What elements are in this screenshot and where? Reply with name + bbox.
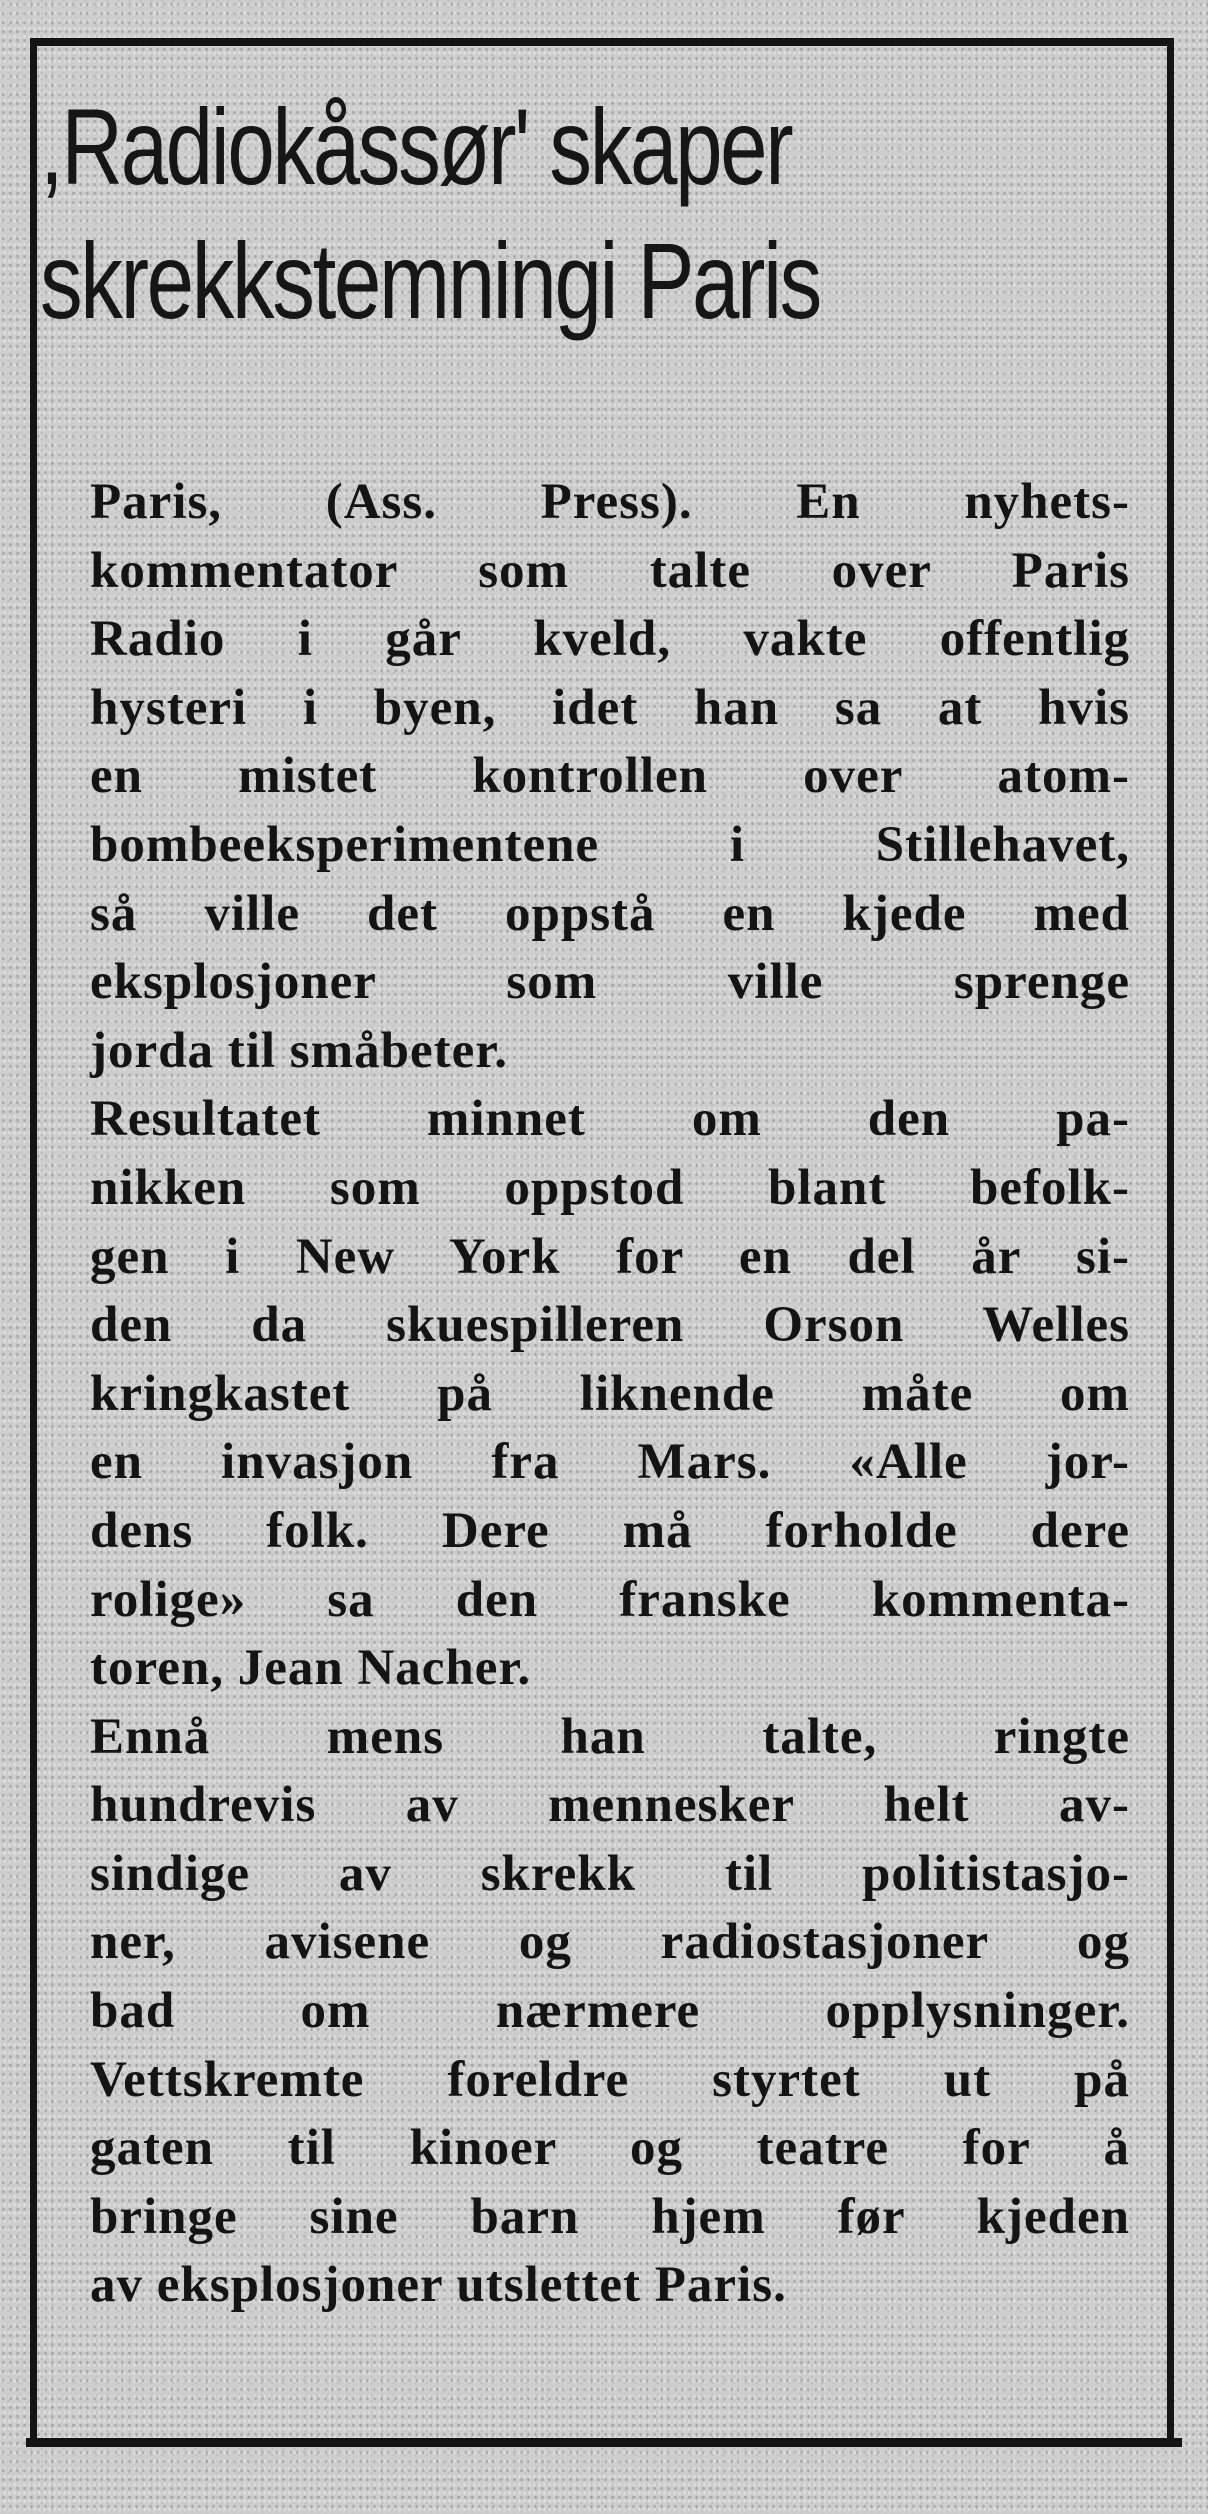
text-line: nikken som oppstod blant befolk-	[90, 1159, 1130, 1216]
text-line: sindige av skrekk til politistasjo-	[90, 1845, 1130, 1902]
headline-line-2: skrekkstemningi Paris	[40, 220, 820, 341]
text-line: jorda til småbeter.	[90, 1022, 508, 1079]
text-line: gen i New York for en del år si-	[90, 1228, 1130, 1285]
text-line: den da skuespilleren Orson Welles	[90, 1297, 1130, 1354]
text-line: bringe sine barn hjem før kjeden	[90, 2188, 1130, 2245]
article-body	[90, 468, 1130, 2320]
text-line: kringkastet på liknende måte om	[90, 1365, 1130, 1422]
bottom-rule	[26, 2438, 1182, 2447]
text-line: av eksplosjoner utslettet Paris.	[90, 2257, 787, 2314]
text-line: dens folk. Dere må forholde dere	[90, 1502, 1130, 1559]
text-line: Resultatet minnet om den pa-	[90, 1091, 1130, 1148]
text-line: rolige» sa den franske kommenta-	[90, 1571, 1130, 1628]
text-line: Paris, (Ass. Press). En nyhets-	[90, 474, 1130, 530]
paragraph-1	[90, 468, 1130, 1085]
text-line: Vettskremte foreldre styrtet ut på	[90, 2051, 1130, 2108]
text-line: Radio i går kveld, vakte offentlig	[90, 611, 1130, 668]
text-line: en invasjon fra Mars. «Alle jor-	[90, 1434, 1130, 1491]
text-line: bad om nærmere opplysninger.	[90, 1983, 1130, 2040]
text-line: kommentator som talte over Paris	[90, 542, 1130, 599]
text-line: ner, avisene og radiostasjoner og	[90, 1914, 1130, 1971]
text-line: en mistet kontrollen over atom-	[90, 748, 1130, 805]
paragraph-2	[90, 1085, 1130, 1702]
text-line: hysteri i byen, idet han sa at hvis	[90, 679, 1130, 736]
text-line: Ennå mens han talte, ringte	[90, 1708, 1130, 1765]
text-line: gaten til kinoer og teatre for å	[90, 2120, 1130, 2177]
headline	[40, 80, 909, 348]
text-line: bombeeksperimentene i Stillehavet,	[90, 816, 1130, 873]
text-line: toren, Jean Nacher.	[90, 1640, 532, 1697]
headline-line-1: ,Radiokåssør' skaper	[40, 86, 792, 207]
text-line: hundrevis av mennesker helt av-	[90, 1777, 1130, 1834]
text-line: eksplosjoner som ville sprenge	[90, 954, 1130, 1011]
text-line: så ville det oppstå en kjede med	[90, 885, 1130, 942]
paragraph-3	[90, 1703, 1130, 2320]
